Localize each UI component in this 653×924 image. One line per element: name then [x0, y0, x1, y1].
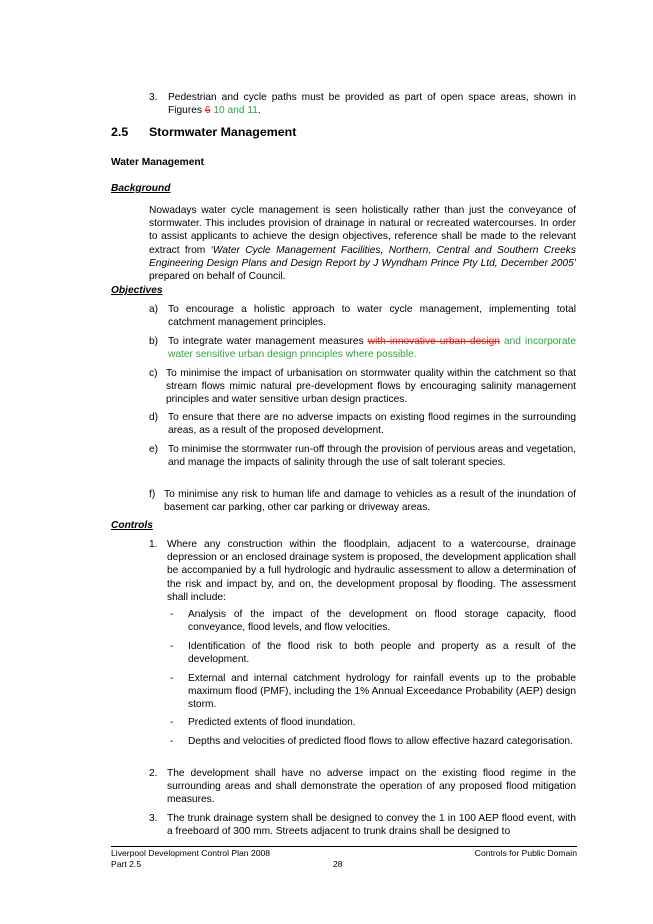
objective-item: b) To integrate water management measures with innovative urban design and incorporate water sensitive urban design principles where possible.	[149, 336, 576, 361]
intro-item-number: 3.	[149, 92, 158, 103]
background-paragraph: Nowadays water cycle management is seen holistically rather than just the conveyance of stormwater. This includes provision of drainage in natural or recreated watercourses. In order to assist applicants to achieve the design objectives, reference shall be made to the relevant extract from ‘Water Cycle Management Facilities, Northern, Central and Southern Creeks Engineering Design Plans and Design Report by J Wyndham Prince Pty Ltd, December 2005’ prepared on behalf of Council.	[149, 205, 576, 283]
section-title: Stormwater Management	[149, 125, 297, 139]
background-heading: Background	[111, 183, 171, 194]
objective-item: d) To ensure that there are no adverse impacts on existing flood regimes in the surrounding areas, as a result of the proposed development.	[149, 412, 576, 437]
footer-divider	[111, 846, 577, 847]
objective-item: f) To minimise any risk to human life and damage to vehicles as a result of the inundation of basement car parking, other car parking or driveway areas.	[149, 489, 576, 514]
control-bullet: - Identification of the flood risk to both people and property as a result of the development.	[170, 641, 576, 666]
intro-item-text: Pedestrian and cycle paths must be provided as part of open space areas, shown in Figures 6 10 and 11.	[168, 92, 576, 117]
controls-heading: Controls	[111, 520, 153, 531]
control-bullet: - Depths and velocities of predicted flood flows to allow effective hazard categorisation.	[170, 736, 573, 747]
footer-left	[111, 848, 270, 870]
objectives-heading: Objectives	[111, 285, 163, 296]
control-item: 2. The development shall have no adverse impact on the existing flood regime in the surrounding areas and shall demonstrate the operation of any proposed flood mitigation measures.	[149, 768, 576, 806]
control-bullet: - Predicted extents of flood inundation.	[170, 717, 356, 728]
control-item: 3. The trunk drainage system shall be designed to convey the 1 in 100 AEP flood event, with a freeboard of 300 mm. Streets adjacent to trunk drains shall be designed to	[149, 813, 576, 838]
objective-item: e) To minimise the stormwater run-off through the provision of pervious areas and vegetation, and manage the impacts of salinity through the use of salt tolerant species.	[149, 444, 576, 469]
inserted-text: and incorporate water sensitive urban design principles where possible.	[168, 336, 576, 361]
deleted-text: 6	[204, 105, 211, 117]
intro-list-item	[149, 91, 576, 117]
footer-doc-title: Liverpool Development Control Plan 2008	[111, 848, 271, 858]
section-heading	[111, 126, 296, 139]
footer-right: Controls for Public Domain	[474, 848, 577, 858]
page-number: 28	[333, 859, 343, 869]
section-number: 2.5	[111, 125, 129, 139]
deleted-text: with innovative urban design	[367, 336, 500, 347]
objective-item: c) To minimise the impact of urbanisation on stormwater quality within the catchment so that stream flows mimic natural pre-development flows by encouraging salinity management principles and water sensitive urban design practices.	[149, 368, 576, 406]
control-item: 1. Where any construction within the floodplain, adjacent to a watercourse, drainage depression or an enclosed drainage system is proposed, the development application shall be accompanied by a full hydrologic and hydraulic assessment to allow a determination of the risk and impact by, and on, the development proposal by flooding. The assessment shall include:	[149, 539, 576, 603]
objective-item: a) To encourage a holistic approach to water cycle management, implementing total catchment management principles.	[149, 304, 576, 329]
inserted-text: 10 and 11	[213, 105, 258, 117]
control-bullet: - Analysis of the impact of the development on flood storage capacity, flood conveyance, flood levels, and flow velocities.	[170, 609, 576, 634]
footer-part: Part 2.5	[111, 859, 142, 869]
control-bullet: - External and internal catchment hydrology for rainfall events up to the probable maximum flood (PMF), including the 1% Annual Exceedance Probability (AEP) design storm.	[170, 673, 576, 711]
subsection-heading: Water Management	[111, 157, 205, 168]
